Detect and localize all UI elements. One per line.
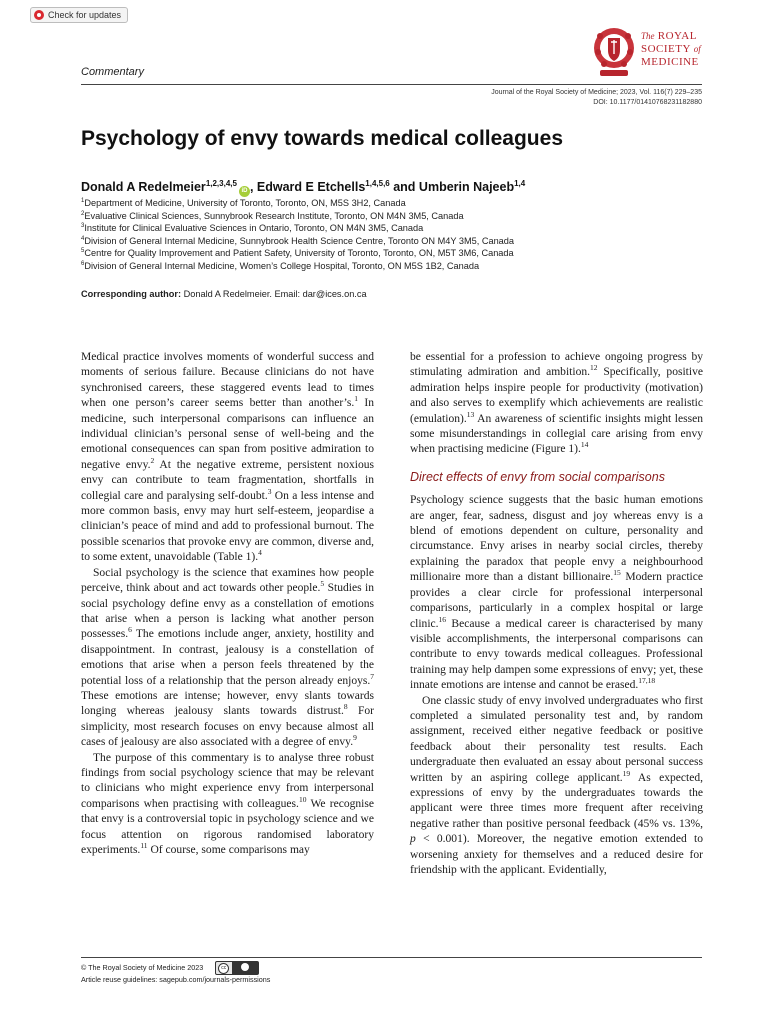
creative-commons-icon[interactable] xyxy=(215,961,259,975)
citation-ref: 13 xyxy=(466,409,475,419)
affiliation-number: 2 xyxy=(81,210,85,217)
body-paragraph xyxy=(410,694,703,879)
corresponding-author xyxy=(81,289,702,299)
body-column-left xyxy=(81,350,374,858)
body-column-right xyxy=(410,350,703,878)
paragraph-text: An awareness of scientific insights might lessen some misunderstandings in collegial care arising from envy when practising medicine (Figure 1). xyxy=(410,412,703,456)
article-title: Psychology of envy towards medical colleagues xyxy=(81,127,563,150)
affiliation xyxy=(81,260,702,273)
paragraph-text: In medicine, such interpersonal comparisons can influence an individual clinician’s personal sense of well-being and the emotional consequences can span from positive admiration to negative envy. xyxy=(81,397,374,471)
right-bottom-paragraphs xyxy=(410,493,703,878)
paragraph-text: At the negative extreme, persistent noxious envy can contribute to team fragmentation, shortfalls in collegial care and paralysing self-doubt. xyxy=(81,458,374,502)
citation-ref: 12 xyxy=(590,363,598,373)
paragraph-text: We recognise that envy is a controversial topic in psychology science and we focus attention on rigorous randomised laboratory experiments. xyxy=(81,797,375,856)
affiliation-list xyxy=(81,197,702,273)
paragraph-text: On a less intense and more common basis, envy may hurt self-esteem, jeopardise a clinician’s peace of mind and add to professional burnout. The possible scenarios that provoke envy are common, diverse and, to some extent, unavoidable (Table 1). xyxy=(81,489,375,564)
author-affiliation-marks: 1,2,3,4,5 xyxy=(205,179,237,188)
paragraph-text: Because a medical career is characterised by many visible accomplishments, the interpersonal comparisons can contribute to envy towards medical colleagues. Professional training may help dampen some expressions of envy; yet, these innate emotions are intense and cannot be erased. xyxy=(410,617,703,692)
logo-the: The xyxy=(641,31,655,41)
paragraph-text: Studies in social psychology define envy as a constellation of emotions that arise when a person is lacking what another person possesses. xyxy=(81,582,374,641)
author-separator: , xyxy=(249,180,257,194)
author-name: Donald A Redelmeier xyxy=(81,180,206,194)
paragraph-text: Medical practice involves moments of wonderful success and moments of serious failure. Because clinicians do not have synchronised careers, these staggered events lead to times when one person’s career seems better than another’s. xyxy=(81,351,374,410)
author-name: Umberin Najeeb xyxy=(418,180,515,194)
cc-by-icon xyxy=(232,962,258,974)
body-paragraph xyxy=(81,751,374,859)
paragraph-text: < 0.001). Moreover, the negative emotion extended to worsening anxiety for themselves and a reduced desire for friendship with the applicant. Evidentially, xyxy=(410,833,703,876)
citation-ref: 15 xyxy=(613,568,621,578)
body-paragraph xyxy=(410,350,703,458)
journal-citation: Journal of the Royal Society of Medicine; 2023, Vol. 116(7) 229–235 xyxy=(491,89,702,96)
logo-of: of xyxy=(693,44,701,54)
citation-ref: 8 xyxy=(343,702,348,712)
paragraph-text: Psychology science suggests that the basic human emotions are anger, fear, sadness, disgust and joy whereas envy is a blend of emotions dependent on culture, personality and circumstance. Envy arises in nearby social circles, thereby explaining the paradox that people envy a neighbourhood millionaire more than a distant billionaire. xyxy=(410,494,703,584)
logo-royal: ROYAL xyxy=(657,30,697,42)
corresponding-label: Corresponding author: xyxy=(81,289,182,299)
corresponding-details: Donald A Redelmeier. Email: dar@ices.on.ca xyxy=(181,289,367,299)
citation-ref: 3 xyxy=(267,486,272,496)
affiliation xyxy=(81,210,702,223)
rsm-wordmark xyxy=(641,30,741,69)
affiliation xyxy=(81,222,702,235)
affiliation xyxy=(81,235,702,248)
affiliation-text: Evaluative Clinical Sciences, Sunnybrook Research Institute, Toronto, ON M4N 3M5, Canada xyxy=(84,210,464,221)
affiliation-number: 3 xyxy=(81,223,85,230)
paragraph-text: For simplicity, most research focuses on envy because almost all cases of jealousy are also associated with a degree of envy. xyxy=(81,705,374,749)
author-affiliation-marks: 1,4 xyxy=(514,179,526,188)
citation-ref: 5 xyxy=(320,579,325,589)
cc-label: cc xyxy=(218,963,229,974)
affiliation-number: 4 xyxy=(81,235,85,242)
paragraph-text: p xyxy=(410,833,416,846)
paragraph-text: Social psychology is the science that examines how people perceive, think about and act towards other people. xyxy=(81,566,374,595)
section-heading: Direct effects of envy from social comparisons xyxy=(410,469,665,484)
affiliation-text: Department of Medicine, University of Toronto, Toronto, ON, M5S 3H2, Canada xyxy=(84,198,406,208)
author-affiliation-marks: 1,4,5,6 xyxy=(365,179,390,188)
affiliation-number: 1 xyxy=(81,198,85,204)
citation-ref: 2 xyxy=(150,455,155,465)
citation-ref: 9 xyxy=(353,733,357,743)
reuse-guidelines-link[interactable]: Article reuse guidelines: sagepub.com/journals-permissions xyxy=(81,975,271,984)
body-paragraph xyxy=(410,493,703,693)
citation-ref: 14 xyxy=(580,440,589,450)
paragraph-text: The purpose of this commentary is to analyse three robust findings from social psychology science that may be relevant to clinicians who might experience envy from interpersonal comparisons when practising with colleagues. xyxy=(81,751,374,810)
affiliation-text: Centre for Quality Improvement and Patient Safety, University of Toronto, Toronto, ON, M5T 3M6, Canada xyxy=(84,248,514,259)
paragraph-text: The emotions include anger, anxiety, hostility and disappointment. In contrast, jealousy is a constellation of emotions that arise when a person feels threatened by the potential loss of a relationship that the person already enjoys. xyxy=(81,628,374,687)
affiliation-text: Institute for Clinical Evaluative Sciences in Ontario, Toronto, ON M4N 3M5, Canada xyxy=(84,223,424,234)
author-separator: and xyxy=(389,180,419,194)
affiliation-number: 6 xyxy=(81,260,85,267)
check-for-updates-button[interactable] xyxy=(30,7,128,23)
paragraph-text: These emotions are intense; however, envy slants towards longing whereas jealousy slants towards distrust. xyxy=(81,689,374,718)
check-for-updates-label: Check for updates xyxy=(48,10,122,20)
orcid-icon[interactable]: iD xyxy=(239,186,250,197)
citation-ref: 19 xyxy=(622,768,631,778)
footer-divider xyxy=(81,957,702,958)
crossmark-icon xyxy=(34,10,44,20)
logo-medicine: MEDICINE xyxy=(641,56,699,68)
author-list xyxy=(81,180,702,197)
affiliation-number: 5 xyxy=(81,248,85,255)
affiliation-text: Division of General Internal Medicine, Sunnybrook Health Science Centre, Toronto ON M4Y 3M5, Canada xyxy=(84,235,515,246)
citation-ref: 1 xyxy=(354,394,358,404)
copyright-notice: © The Royal Society of Medicine 2023 xyxy=(81,962,204,972)
citation-ref: 17,18 xyxy=(638,676,656,686)
body-paragraph xyxy=(81,566,374,751)
affiliation xyxy=(81,197,702,210)
citation-ref: 4 xyxy=(258,548,262,558)
author-name: Edward E Etchells xyxy=(256,180,366,194)
affiliation-text: Division of General Internal Medicine, Women’s College Hospital, Toronto, ON M5S 1B2, Canada xyxy=(84,260,480,271)
citation-ref: 6 xyxy=(128,625,132,635)
paragraph-text: One classic study of envy involved undergraduates who first completed a simulated personality test and, by random assignment, received either negative feedback or positive feedback about their personality test results. Each undergraduate then evaluated an essay about personal success written by an aspiring college applicant. xyxy=(410,694,703,784)
affiliation xyxy=(81,247,702,260)
paragraph-text: As expected, expressions of envy by the undergraduates towards the applicant were three times more frequent after receiving negative rather than positive personal feedback (45% vs. 13%, xyxy=(410,771,703,830)
citation-ref: 7 xyxy=(370,671,374,681)
header-divider xyxy=(81,84,702,85)
section-label: Commentary xyxy=(81,66,144,78)
paragraph-text: Modern practice provides a clear circle for professional interpersonal comparisons, particularly in a complex hospital or large clinic. xyxy=(410,571,703,630)
body-paragraph xyxy=(81,350,374,566)
doi-link[interactable]: DOI: 10.1177/01410768231182880 xyxy=(593,99,702,106)
rsm-logo xyxy=(590,22,740,84)
rsm-crest-icon xyxy=(590,22,638,82)
citation-ref: 11 xyxy=(140,841,148,850)
footer xyxy=(81,961,270,985)
citation-ref: 10 xyxy=(298,794,307,804)
journal-info xyxy=(491,88,702,108)
citation-ref: 16 xyxy=(438,614,447,624)
paragraph-text: Specifically, positive admiration helps inspire people for productivity (motivation) and also serves to exemplify which achievements are realistic (emulation). xyxy=(410,366,703,425)
paragraph-text: Of course, some comparisons may xyxy=(147,844,310,856)
right-top-paragraphs xyxy=(410,350,703,458)
logo-society: SOCIETY xyxy=(641,43,691,55)
paragraph-text: be essential for a profession to achieve ongoing progress by stimulating admiration and ambition. xyxy=(410,351,703,379)
